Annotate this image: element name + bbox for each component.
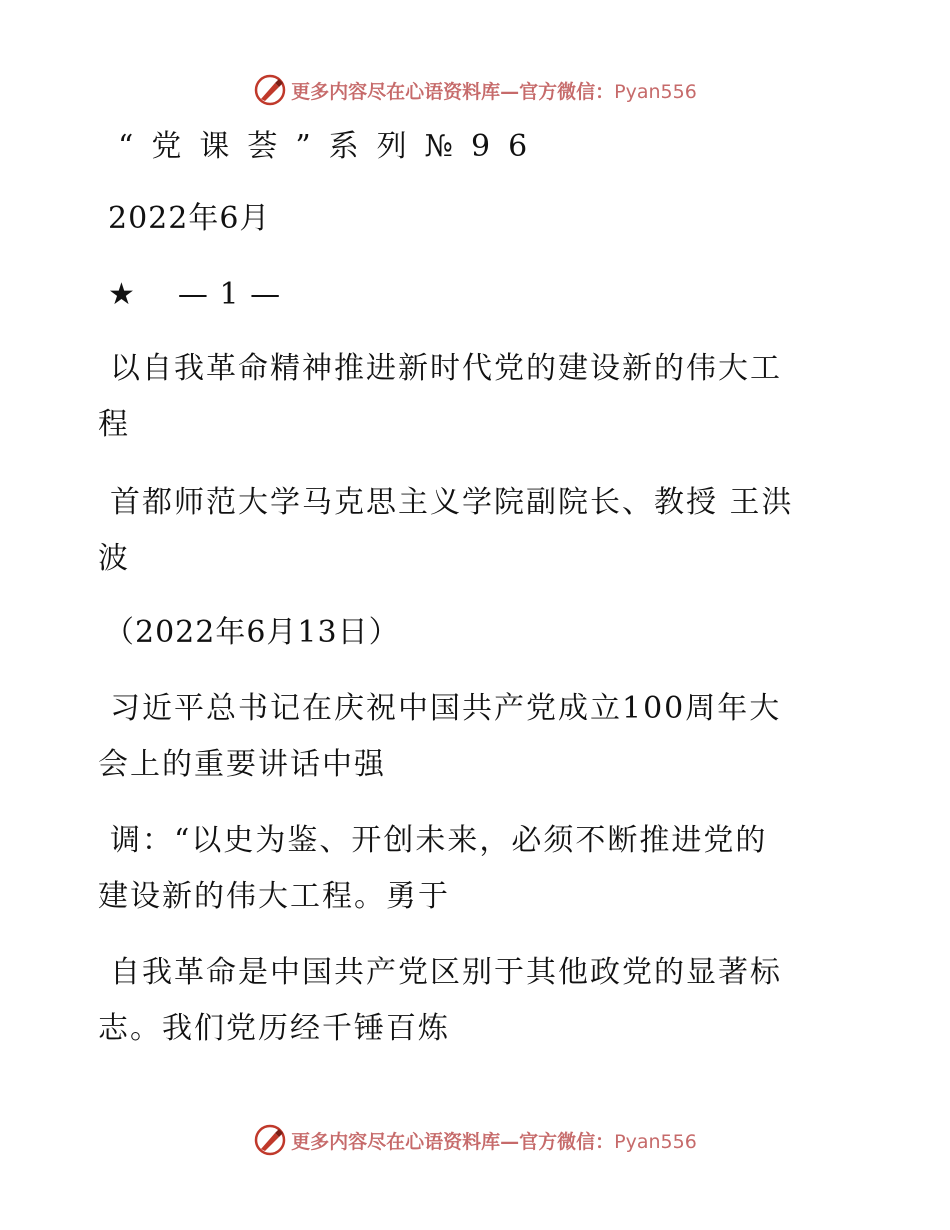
series-label: “党课荟”系列№96 bbox=[118, 129, 546, 164]
paragraph-2-line-2: 建设新的伟大工程。勇于 bbox=[98, 879, 450, 914]
paragraph-2-line-1: 调：“以史为鉴、开创未来，必须不断推进党的 bbox=[110, 823, 768, 858]
article-title-line-2: 程 bbox=[98, 407, 129, 442]
issue-date: 2022年6月 bbox=[108, 201, 271, 236]
footer-watermark bbox=[0, 1120, 950, 1160]
watermark-wechat-id: Pyan556 bbox=[614, 80, 697, 103]
pen-logo-icon bbox=[253, 1123, 287, 1157]
star-icon: ★ bbox=[108, 277, 136, 312]
watermark-text-cn: 更多内容尽在心语资料库—官方微信： bbox=[291, 1130, 615, 1153]
paragraph-3-line-2: 志。我们党历经千锤百炼 bbox=[98, 1011, 450, 1046]
paragraph-3-line-1: 自我革命是中国共产党区别于其他政党的显著标 bbox=[110, 955, 782, 990]
watermark-wechat-id: Pyan556 bbox=[614, 1130, 697, 1153]
author-line-1: 首都师范大学马克思主义学院副院长、教授 王洪 bbox=[110, 485, 794, 520]
author-line-2: 波 bbox=[98, 541, 129, 576]
article-title-line-1: 以自我革命精神推进新时代党的建设新的伟大工 bbox=[110, 351, 782, 386]
publication-date: （2022年6月13日） bbox=[104, 615, 400, 650]
page-number: — 1 — bbox=[177, 277, 282, 312]
paragraph-1-line-2: 会上的重要讲话中强 bbox=[98, 747, 386, 782]
watermark-text bbox=[291, 77, 697, 104]
header-watermark bbox=[0, 70, 950, 110]
watermark-text-cn: 更多内容尽在心语资料库—官方微信： bbox=[291, 80, 615, 103]
watermark-text bbox=[291, 1127, 697, 1154]
page-marker-line bbox=[108, 274, 868, 316]
paragraph-1-line-1: 习近平总书记在庆祝中国共产党成立100周年大 bbox=[110, 691, 782, 726]
pen-logo-icon bbox=[253, 73, 287, 107]
